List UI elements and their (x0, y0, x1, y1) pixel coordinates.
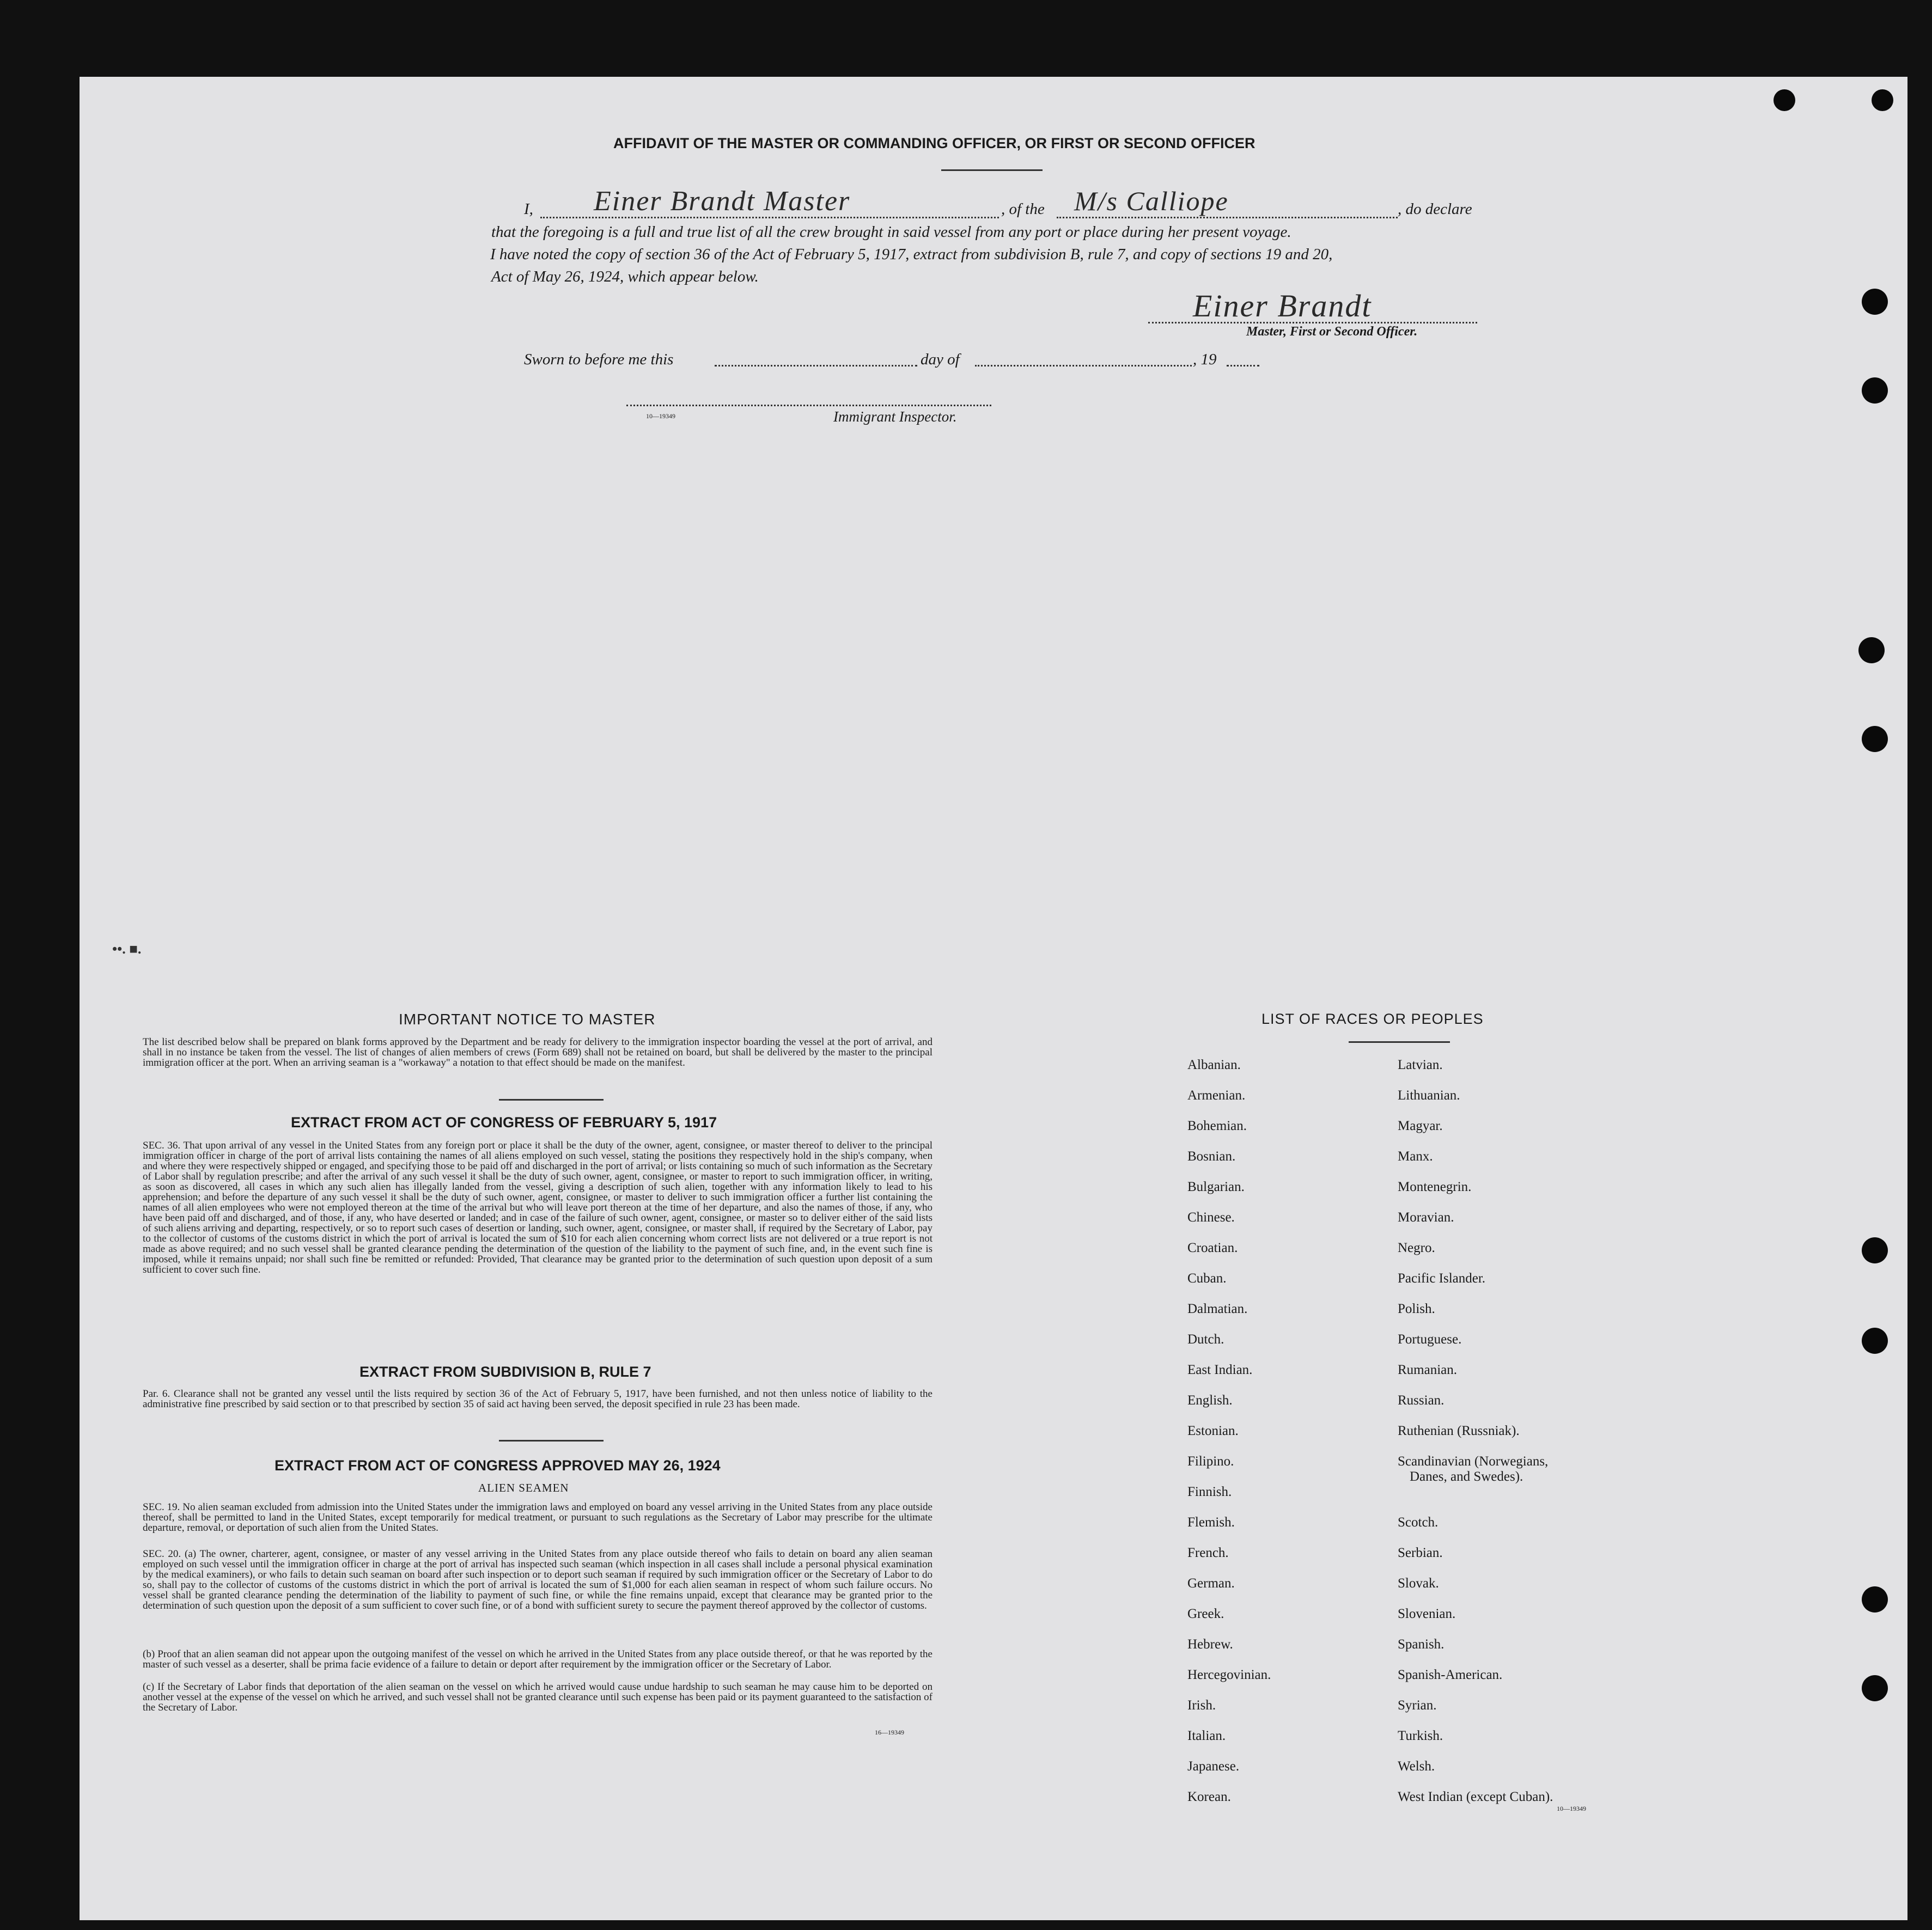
race-item: Polish. (1398, 1302, 1435, 1316)
race-item: Negro. (1398, 1241, 1435, 1255)
race-item: Irish. (1187, 1698, 1216, 1713)
race-item: English. (1187, 1393, 1233, 1408)
sec20b-body: (b) Proof that an alien seaman did not appear upon the outgoing manifest of the vessel on which he arrived in the United States from any place outside thereof, or that he was reported by the master of such vessel as a deserter, shall be prima facie evidence of a failure to detain or deport after requirement by the immigration officer or the Secretary of Labor. (143, 1648, 933, 1670)
punch-hole (1862, 1675, 1888, 1701)
race-item: Japanese. (1187, 1759, 1240, 1774)
race-item: Lithuanian. (1398, 1088, 1460, 1103)
race-item: Korean. (1187, 1789, 1231, 1804)
race-item: Dutch. (1187, 1332, 1224, 1347)
punch-hole (1862, 1328, 1888, 1354)
race-item: German. (1187, 1576, 1235, 1591)
race-item: Flemish. (1187, 1515, 1235, 1530)
punch-hole (1862, 377, 1888, 404)
race-item: Welsh. (1398, 1759, 1435, 1774)
punch-hole (1862, 726, 1888, 752)
race-item: Spanish-American. (1398, 1668, 1503, 1682)
race-item: Danes, and Swedes). (1410, 1469, 1523, 1484)
notice-title: IMPORTANT NOTICE TO MASTER (399, 1011, 656, 1028)
day-of-label: day of (921, 351, 960, 368)
punch-hole (1862, 1586, 1888, 1613)
race-item: Turkish. (1398, 1729, 1443, 1743)
race-item: Dalmatian. (1187, 1302, 1248, 1316)
document-sheet (80, 77, 1907, 1920)
race-item: West Indian (except Cuban). (1398, 1789, 1553, 1804)
punch-hole (1862, 1237, 1888, 1263)
race-item: Latvian. (1398, 1058, 1443, 1072)
sec20c-body: (c) If the Secretary of Labor finds that deportation of the alien seaman on the vessel on which he arrived would cause undue hardship to such seaman he may cause him to be deported on another vessel at the expense of the vessel on which he arrived, and such vessel shall not be granted clearance until such expense has been paid or its payment guaranteed to the satisfaction of the Secretary of Labor. (143, 1681, 933, 1713)
race-item: Bosnian. (1187, 1149, 1236, 1164)
vessel-line (1057, 217, 1398, 218)
race-item: Chinese. (1187, 1210, 1235, 1225)
punch-hole (1862, 289, 1888, 315)
race-item: Bulgarian. (1187, 1180, 1245, 1194)
affidavit-line3: I have noted the copy of section 36 of the Act of February 5, 1917, extract from subdivision B, rule 7, and copy of sections 19 and 20, (490, 246, 1333, 263)
race-item: Rumanian. (1398, 1363, 1458, 1377)
divider (499, 1440, 604, 1442)
signature-caption: Master, First or Second Officer. (1246, 325, 1418, 339)
race-item: Italian. (1187, 1729, 1226, 1743)
do-declare-label: , do declare (1398, 200, 1472, 218)
races-left-column (1187, 1050, 1271, 1812)
race-item: Scandinavian (Norwegians, (1398, 1454, 1549, 1469)
race-item: Serbian. (1398, 1546, 1443, 1560)
race-item: Estonian. (1187, 1424, 1239, 1438)
race-item: Cuban. (1187, 1271, 1227, 1286)
affidavit-line4: Act of May 26, 1924, which appear below. (491, 268, 759, 285)
race-item: Greek. (1187, 1607, 1224, 1621)
inspector-line (626, 405, 991, 406)
race-item: Albanian. (1187, 1058, 1241, 1072)
signature-line (1148, 322, 1477, 323)
sworn-year-line (1227, 365, 1259, 367)
extract-1924-title: EXTRACT FROM ACT OF CONGRESS APPROVED MAY 26, 1924 (275, 1457, 721, 1474)
inspector-caption: Immigrant Inspector. (833, 408, 957, 425)
race-item: Manx. (1398, 1149, 1433, 1164)
form-number: 10—19349 (646, 412, 675, 420)
punch-hole (1773, 89, 1795, 111)
race-item: Finnish. (1187, 1485, 1232, 1499)
race-item: Armenian. (1187, 1088, 1246, 1103)
divider (1349, 1041, 1450, 1043)
race-item: Slovenian. (1398, 1607, 1456, 1621)
races-form-number: 10—19349 (1557, 1805, 1586, 1812)
punch-hole (1872, 89, 1893, 111)
subdivision-body: Par. 6. Clearance shall not be granted any vessel until the lists required by section 36 of the Act of February 5, 1917, have been furnished, and not then unless notice of liability to the administrative fine prescribed by said section or to that prescribed by section 35 of said act having been served, the deposit specified in rule 23 has been made. (143, 1388, 933, 1410)
extract-1917-body: SEC. 36. That upon arrival of any vessel in the United States from any foreign port or place it shall be the duty of the owner, agent, consignee, or master thereof to deliver to the principal immigration officer in charge of the port of arrival lists containing the names of all aliens employed on such vessel, stating the positions they respectively hold in the ship's company, when and where they were respectively shipped or engaged, and specifying those to be paid off and discharged in the port of arrival; or lists containing so much of such information as the Secretary of Labor shall by regulation prescribe; and after the arrival of any such vessel it shall be the duty of such owner, agent, consignee, or master to report to such immigration officer, in writing, as soon as discovered, all cases in which any such alien has illegally landed from the vessel, giving a description of such alien, together with any information likely to lead to his apprehension; and before the departure of any such vessel it shall be the duty of such owner, agent, consignee, or master to deliver to such immigration officer a further list containing the names of all alien employees who were not employed thereon at the time of the arrival but who will leave port thereon at the time of her departure, and also the names of those, if any, who have been paid off and discharged, and of those, if any, who have deserted or landed; and in case of the failure of such owner, agent, consignee, or master so to deliver either of the said lists of such aliens arriving and departing, respectively, or so to report such cases of desertion or landing, such owner, agent, consignee, or master shall, if required by the Secretary of Labor, pay to the collector of customs of the customs district in which the port of arrival is located the sum of $10 for each alien concerning whom correct lists are not delivered or a true report is not made as above required; and no such vessel shall be granted clearance pending the determination of the question of the liability to the payment of such fine, and, in the event such fine is imposed, while it remains unpaid; nor shall such fine be remitted or refunded: Provided, That clearance may be granted prior to the determination of such question upon deposit of a sum sufficient to cover such fine. (143, 1140, 933, 1275)
race-item: French. (1187, 1546, 1229, 1560)
races-title: LIST OF RACES OR PEOPLES (1261, 1011, 1484, 1027)
race-item: Moravian. (1398, 1210, 1454, 1225)
race-item: East Indian. (1187, 1363, 1253, 1377)
signature-handwritten: Einer Brandt (1193, 288, 1372, 323)
extract-1917-title: EXTRACT FROM ACT OF CONGRESS OF FEBRUARY 5, 1917 (291, 1114, 717, 1131)
sworn-label: Sworn to before me this (524, 351, 674, 368)
race-item: Montenegrin. (1398, 1180, 1472, 1194)
race-item: Pacific Islander. (1398, 1271, 1486, 1286)
race-item: Hebrew. (1187, 1637, 1233, 1652)
vessel-handwritten: M/s Calliope (1074, 186, 1229, 216)
affidavit-line2: that the foregoing is a full and true list of all the crew brought in said vessel from any port or place during her present voyage. (491, 223, 1291, 241)
race-item: Spanish. (1398, 1637, 1445, 1652)
race-item: Slovak. (1398, 1576, 1439, 1591)
sworn-month-line (975, 365, 1192, 367)
race-item: Syrian. (1398, 1698, 1437, 1713)
affidavit-title: AFFIDAVIT OF THE MASTER OR COMMANDING OFFICER, OR FIRST OR SECOND OFFICER (613, 135, 1256, 151)
race-item: Scotch. (1398, 1515, 1439, 1530)
extract-1924-subtitle: ALIEN SEAMEN (478, 1481, 569, 1494)
race-item: Bohemian. (1187, 1119, 1247, 1133)
extract-form-number: 16—19349 (875, 1729, 904, 1736)
race-item: Russian. (1398, 1393, 1445, 1408)
of-the-label: , of the (1001, 200, 1045, 218)
sworn-day-line (715, 365, 917, 367)
notice-body: The list described below shall be prepared on blank forms approved by the Department and be ready for delivery to the immigration inspector boarding the vessel at the port of arrival, and shall in no instance be taken from the vessel. The list of changes of alien members of crews (Form 689) shall not be retained on board, but shall be delivered by the master to the principal immigration officer at the port. When an arriving seaman is a "workaway" a notation to that effect should be made on the manifest. (143, 1036, 933, 1068)
race-item: Hercegovinian. (1187, 1668, 1271, 1682)
race-item: Filipino. (1187, 1454, 1234, 1469)
divider (499, 1099, 604, 1101)
race-item: Portuguese. (1398, 1332, 1462, 1347)
race-item: Ruthenian (Russniak). (1398, 1424, 1520, 1438)
race-item: Magyar. (1398, 1119, 1443, 1133)
punch-hole (1858, 637, 1885, 663)
sec19-body: SEC. 19. No alien seaman excluded from admission into the United States under the immigration laws and employed on board any vessel arriving in the United States from any place outside thereof, shall be permitted to land in the United States, except temporarily for medical treatment, or pursuant to such regulations as the Secretary of Labor may prescribe for the ultimate departure, removal, or deportation of such alien from the United States. (143, 1501, 933, 1534)
race-item: Croatian. (1187, 1241, 1238, 1255)
margin-marks: ••. ■. (112, 941, 142, 957)
divider (941, 169, 1043, 171)
sec20a-body: SEC. 20. (a) The owner, charterer, agent, consignee, or master of any vessel arriving in the United States from any place outside thereof who fails to detain on board any alien seaman employed on such vessel until the immigration officer in charge at the port of arrival has inspected such seaman (which inspection in all cases shall include a personal physical examination by the medical examiners), or who fails to detain such seaman on board after such inspection or to deport such seaman if required by such immigration officer or the Secretary of Labor to do so, shall pay to the collector of customs of the customs district in which the port of arrival is located the sum of $1,000 for each alien seaman in respect of whom such failure occurs. No vessel shall be granted clearance pending the determination of the liability to payment of such fine, or while the fine remains unpaid, except that clearance may be granted prior to the determination of such question upon the deposit of a sum sufficient to cover such fine, or of a bond with sufficient surety to secure the payment thereof approved by the collector of customs. (143, 1548, 933, 1611)
races-right-column (1398, 1050, 1553, 1812)
subdivision-title: EXTRACT FROM SUBDIVISION B, RULE 7 (359, 1364, 651, 1380)
affidavit-i: I, (524, 200, 533, 218)
year-label: , 19 (1193, 351, 1217, 368)
master-name-handwritten: Einer Brandt Master (594, 186, 851, 217)
